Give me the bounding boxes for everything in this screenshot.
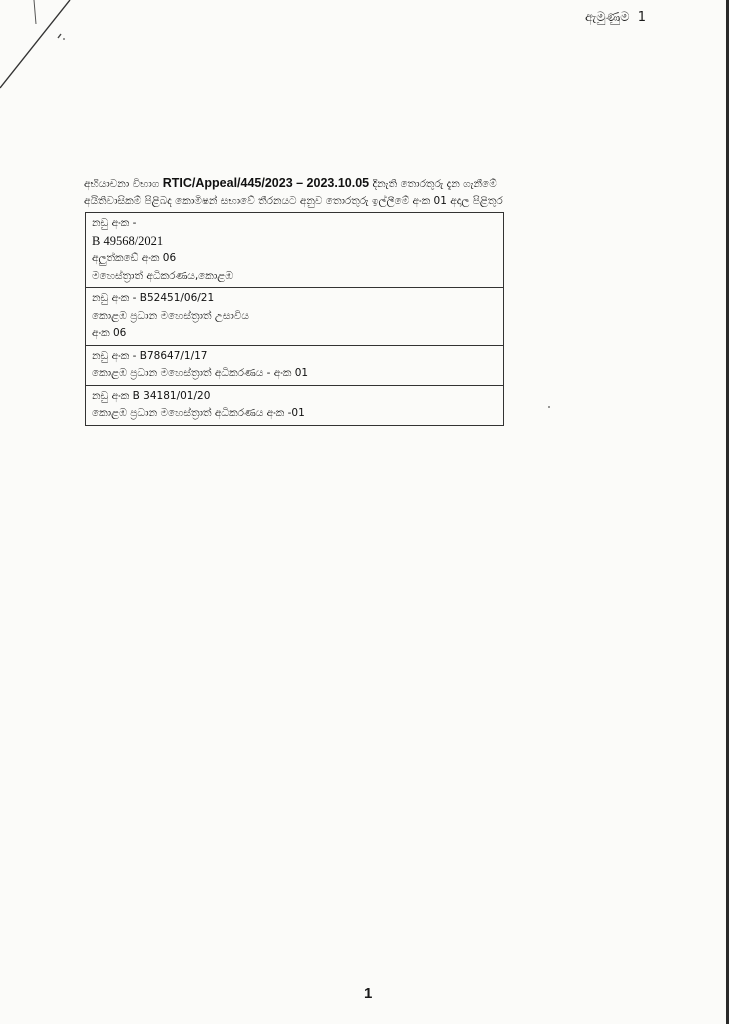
heading-line-1 [84,175,644,193]
scan-speck [63,38,65,40]
case-detail: අලුත්කඩේ අංක 06 [92,252,177,264]
page-number: 1 [364,985,373,1002]
case-court: කොළඹ ප්‍රධාන මහෙස්ත්‍රාත් අධිකරණය අංක -01 [92,407,305,419]
appeal-reference: RTIC/Appeal/445/2023 – 2023.10.05 [162,176,370,190]
annex-number: 1 [637,10,646,25]
heading-line-2: අයිතිවාසිකම් පිළිබද කොමිෂන් සභාවේ තීරනයට අනුව තොරතුරු ඉල්ලීමේ අංක 01 අදාල පිළිතුර [84,195,503,207]
heading-suffix: දිනැති තොරතුරු දැන ගැනීමේ [372,178,497,190]
page-corner-fold [0,0,80,100]
case-number: නඩු අංක - B78647/1/17 [92,349,208,362]
case-row [86,386,503,425]
annex-label-text: ඇමුණුම [585,10,630,25]
case-row [86,288,503,346]
case-court: කොළඹ ප්‍රධාන මහෙස්ත්‍රාත් උසාවිය [92,309,249,322]
case-number: නඩු අංක - B52451/06/21 [92,292,215,304]
case-court: කොළඹ ප්‍රධාන මහෙස්ත්‍රාත් අධිකරණය - අංක 01 [92,367,309,379]
annex-label [585,10,646,25]
case-court: මහෙස්ත්‍රාත් අධිකරණය,කොළඹ [92,269,234,282]
case-number-label: නඩු අංක - [92,217,137,229]
document-heading [84,175,644,210]
heading-prefix: අභියාචනා විභාග [84,178,160,190]
case-row [86,346,503,386]
case-table [85,212,504,426]
scan-speck [548,406,550,408]
case-number: නඩු අංක B 34181/01/20 [92,389,211,402]
case-detail: අංක 06 [92,327,127,339]
case-number: B 49568/2021 [92,233,164,248]
case-row [86,213,503,288]
